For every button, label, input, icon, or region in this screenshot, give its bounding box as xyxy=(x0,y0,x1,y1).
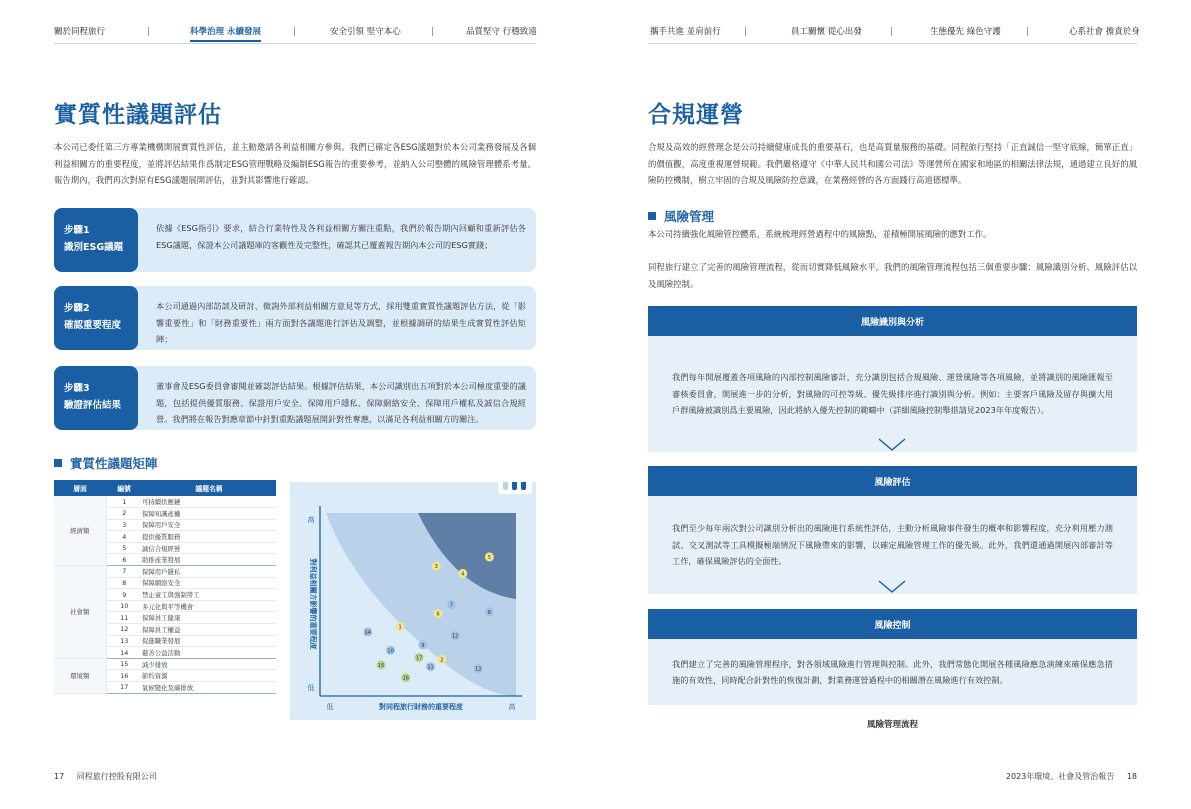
data-point-14 xyxy=(363,627,372,636)
flow-step-assess-header: 風險評估 xyxy=(648,466,1137,496)
table-cell-topic: 減少排放 xyxy=(142,658,276,670)
data-point-9 xyxy=(418,640,427,649)
nav-tab-employees[interactable]: 員工關懷 從心出發 xyxy=(791,27,862,37)
data-point-8 xyxy=(485,607,494,616)
table-cell-number: 13 xyxy=(106,635,142,647)
matrix-heading xyxy=(54,454,158,472)
table-header-topic: 議題名稱 xyxy=(142,480,276,496)
step-label-1 xyxy=(54,208,138,272)
data-point-label: 14 xyxy=(364,629,371,636)
table-cell-number: 8 xyxy=(106,577,142,589)
flow-step-identify-text: 我們每年開展覆蓋各項風險的內部控制風險審計，充分識別包括合規風險、運營風險等各項風險，並將識別的風險匯報至審核委員會，開展進一步的分析，對風險的可控等級、優先級排序進行識別與分析。例如：主要客戶風險及留存與擴大用戶群風險被識別爲主要風險，因此將納入優先控制的範疇中（詳細風險控制舉措請見2023年年度報告）。 xyxy=(672,372,1113,416)
data-point-16 xyxy=(401,673,410,682)
table-cell-number: 5 xyxy=(106,542,142,554)
chevron-down-icon xyxy=(878,438,906,452)
table-cell-number: 12 xyxy=(106,624,142,636)
data-point-label: 17 xyxy=(415,655,423,662)
nav-tab-ecology[interactable]: 生態優先 綠色守護 xyxy=(930,27,1001,37)
y-axis-high-label: 高 xyxy=(307,516,315,524)
matrix-svg xyxy=(290,482,536,720)
flow-caption: 風險管理流程 xyxy=(866,720,918,730)
step-text-3: 董事會及ESG委員會審閱並確認評估結果。根據評估結果，本公司識別出五項對於本公司極度重要的議題，包括提供優質服務、保證用戶安全、保障用戶隱私、保障網絡安全、保障用戶權私及誠信合規經營。我們將在報告對應章節中針對重點議題展開針對性奪應，以滿足各利益相關方的關注。 xyxy=(156,381,526,424)
table-cell-topic: 保障用戶隱私 xyxy=(142,566,276,578)
compliance-intro: 合規及高效的經營理念是公司持續健康成長的重要基石，也是高質量服務的基礎。同程旅行堅持「正直誠信一堅守底線，簡單正直」的價值觀，高度重視運營規範。我們嚴格遵守《中華人民共和國公司法》等運營所在國家和地區的相關法律法規，通過建立良好的風險防控機制，樹立牢固的合規及風險防控意識，在業務經營的各方面踐行高道德標準。 xyxy=(648,142,1137,185)
table-cell-number: 9 xyxy=(106,589,142,601)
nav-tab-society[interactable]: 心系社會 擔責於身 xyxy=(1069,27,1140,37)
page-number-right: 18 xyxy=(1126,772,1137,781)
risk-heading xyxy=(648,207,714,225)
risk-paragraph-1: 本公司持續強化風險管控體系，系統梳理經營過程中的風險點，並積極開展風險的應對工作。 xyxy=(648,229,992,239)
data-point-label: 11 xyxy=(427,664,434,671)
chevron-down-icon xyxy=(878,580,906,594)
data-point-13 xyxy=(474,664,483,673)
step-title: 驗證評估結果 xyxy=(64,400,122,411)
company-name: 同程旅行控股有限公司 xyxy=(76,772,157,781)
flow-step-assess-text: 我們至少每年兩次對公司識別分析出的風險進行系統性評估，主動分析風險事件發生的概率和影響程度，充分利用壓力測試、交叉測試等工具模擬極端情況下風險帶來的影響，以確定風險管理工作的優先級。此外，我們還通過開展內部審計等工作，確保風險評估的全面性。 xyxy=(672,523,1113,567)
data-point-11 xyxy=(426,662,435,671)
step-title: 識別ESG議題 xyxy=(64,242,124,253)
table-row xyxy=(54,566,276,578)
table-cell-category: 環境類 xyxy=(54,658,106,693)
nav-underline xyxy=(54,43,536,44)
table-cell-number: 3 xyxy=(106,519,142,531)
data-point-label: 5 xyxy=(487,554,491,561)
x-axis-title: 對同程旅行財務的重要程度 xyxy=(379,703,463,711)
table-cell-number: 16 xyxy=(106,670,142,682)
table-cell-topic: 保障用戶安全 xyxy=(142,519,276,531)
materiality-matrix-chart xyxy=(290,482,536,720)
table-row xyxy=(54,658,276,670)
table-cell-topic: 促進職業發展 xyxy=(142,635,276,647)
table-cell-topic: 氣候變化及碳排放 xyxy=(142,682,276,694)
top-nav-right xyxy=(595,20,1191,42)
data-point-2 xyxy=(437,655,446,664)
table-cell-topic: 慈善公益活動 xyxy=(142,647,276,659)
data-point-label: 3 xyxy=(434,564,438,571)
y-axis-title: 對利益相關方影響的重要程度 xyxy=(309,558,317,650)
data-point-label: 9 xyxy=(421,642,425,649)
nav-divider xyxy=(745,27,746,36)
data-point-6 xyxy=(434,609,443,618)
data-point-label: 6 xyxy=(436,611,440,618)
table-cell-number: 7 xyxy=(106,566,142,578)
flow-step-identify-header: 風險識別與分析 xyxy=(648,306,1137,336)
y-axis-low-label: 低 xyxy=(307,684,315,692)
top-nav-left xyxy=(0,20,595,42)
table-cell-number: 14 xyxy=(106,647,142,659)
footer-right xyxy=(1006,771,1137,782)
table-cell-number: 2 xyxy=(106,508,142,520)
nav-divider xyxy=(891,27,892,36)
footer-left xyxy=(54,771,157,782)
heading-square-icon xyxy=(648,212,656,220)
flow-step-identify-body xyxy=(648,336,1137,452)
table-cell-number: 17 xyxy=(106,682,142,694)
table-row xyxy=(54,496,276,508)
step-card-3 xyxy=(54,366,536,430)
data-point-label: 12 xyxy=(452,633,459,640)
data-point-label: 1 xyxy=(398,624,402,631)
nav-tab-partners[interactable]: 攜手共進 並肩前行 xyxy=(650,27,721,37)
step-label-2 xyxy=(54,286,138,350)
flow-step-control-text: 我們建立了完善的風險管理程序，對各領域風險進行管理與控制。此外，我們常態化開展各種風險應急演練來確保應急措施的有效性，同時配合針對性的恢復計劃，對業務運營過程中的相關潛在風險進行有效控制。 xyxy=(672,658,1113,685)
step-number: 步驟2 xyxy=(64,303,90,314)
data-point-1 xyxy=(396,622,405,631)
step-number: 步驟3 xyxy=(64,383,90,394)
data-point-12 xyxy=(451,631,460,640)
table-cell-topic: 可持續供應鏈 xyxy=(142,496,276,508)
data-point-label: 13 xyxy=(474,666,482,673)
table-cell-number: 1 xyxy=(106,496,142,508)
x-axis-low-label: 低 xyxy=(326,703,334,711)
page-title-compliance: 合規運營 xyxy=(648,102,744,128)
data-point-5 xyxy=(485,552,494,561)
data-point-label: 16 xyxy=(402,675,409,682)
step-label-3 xyxy=(54,366,138,430)
data-point-label: 4 xyxy=(461,571,465,578)
table-header-number: 編號 xyxy=(106,480,142,496)
step-card-1 xyxy=(54,208,536,272)
data-point-label: 2 xyxy=(440,657,444,664)
risk-heading-text: 風險管理 xyxy=(664,209,715,224)
data-point-label: 8 xyxy=(487,609,491,616)
table-cell-topic: 保障網絡安全 xyxy=(142,577,276,589)
table-cell-number: 4 xyxy=(106,531,142,543)
table-cell-topic: 多元化與平等機會 xyxy=(142,600,276,612)
matrix-heading-text: 實質性議題矩陣 xyxy=(70,456,158,471)
table-cell-topic: 誠信合規經營 xyxy=(142,542,276,554)
data-point-10 xyxy=(386,646,395,655)
table-header-dimension: 層面 xyxy=(54,480,106,496)
step-title: 確認重要程度 xyxy=(64,320,122,331)
table-cell-topic: 提供優質服務 xyxy=(142,531,276,543)
table-cell-topic: 保障員工權益 xyxy=(142,624,276,636)
step-card-2 xyxy=(54,286,536,350)
table-cell-category: 經濟類 xyxy=(54,496,106,566)
nav-underline xyxy=(648,43,1137,44)
nav-divider xyxy=(1027,27,1028,36)
report-name: 2023年環境、社會及管治報告 xyxy=(1005,772,1115,781)
nav-tab-quality[interactable]: 品質堅守 行穩致遠 xyxy=(466,27,537,37)
data-point-label: 10 xyxy=(387,648,394,655)
data-point-label: 15 xyxy=(377,662,385,669)
step-text-2: 本公司通過內部訪談及研討、徵詢外部利益相關方意見等方式，採用雙重實質性議題評估方法，從「影響重要性」和「財務重要性」兩方面對各議題進行評估及調整，並根據調研的結果生成實質性評估矩陣； xyxy=(156,301,526,344)
heading-square-icon xyxy=(54,459,62,467)
risk-paragraph-2: 同程旅行建立了完善的風險管理流程，從而切實降低風險水平。我們的風險管理流程包括三個重要步驟：風險識別分析、風險評估以及風險控制。 xyxy=(648,262,1137,289)
step-number: 步驟1 xyxy=(64,225,90,236)
x-axis-high-label: 高 xyxy=(508,703,516,711)
table-cell-number: 6 xyxy=(106,554,142,566)
nav-divider xyxy=(294,27,295,36)
table-cell-topic: 保障知識產權 xyxy=(142,508,276,520)
table-cell-number: 10 xyxy=(106,600,142,612)
legend-bars-icon xyxy=(498,482,532,494)
nav-tab-about[interactable]: 關於同程旅行 xyxy=(54,27,106,37)
page-number-left: 17 xyxy=(54,772,65,781)
step-text-1: 依據《ESG指引》要求，結合行業特性及各利益相關方關注重點，我們於報告期內回顧和重新評估各ESG議題，保證本公司議題庫的客觀性及完整性，確認其已覆蓋報告期內本公司的ESG實踐； xyxy=(156,223,526,250)
table-cell-topic: 保障員工健康 xyxy=(142,612,276,624)
page-title-materiality: 實質性議題評估 xyxy=(54,102,222,128)
table-cell-category: 社會類 xyxy=(54,566,106,659)
data-point-4 xyxy=(458,569,467,578)
nav-divider xyxy=(432,27,433,36)
table-cell-topic: 禁止童工與強制勞工 xyxy=(142,589,276,601)
nav-tab-safety[interactable]: 安全引領 堅守本心 xyxy=(330,27,401,37)
table-cell-number: 11 xyxy=(106,612,142,624)
data-point-7 xyxy=(447,600,456,609)
materiality-intro: 本公司已委任第三方專業機構開展實質性評估，並主動邀請各利益相關方參與。我們已確定各ESG議題對於本公司業務發展及各個利益相關方的重要程度，並將評估結果作爲制定ESG管理戰略及編制ESG報告的重要參考，並納入公司整體的風險管理體系考量。報告期內，我們再次對原有ESG議題展開評估，並對其影響進行確認。 xyxy=(54,142,536,185)
data-point-17 xyxy=(415,653,424,662)
table-cell-topic: 助推產業發展 xyxy=(142,554,276,566)
table-cell-number: 15 xyxy=(106,658,142,670)
data-point-15 xyxy=(377,660,386,669)
nav-tab-governance[interactable]: 科學治理 永續發展 xyxy=(190,27,261,37)
data-point-3 xyxy=(432,562,441,571)
flow-step-control-body xyxy=(648,639,1137,705)
data-point-label: 7 xyxy=(449,602,453,609)
nav-divider xyxy=(148,27,149,36)
flow-step-control-header: 風險控制 xyxy=(648,609,1137,639)
materiality-table xyxy=(54,480,276,694)
table-cell-topic: 節約資源 xyxy=(142,670,276,682)
